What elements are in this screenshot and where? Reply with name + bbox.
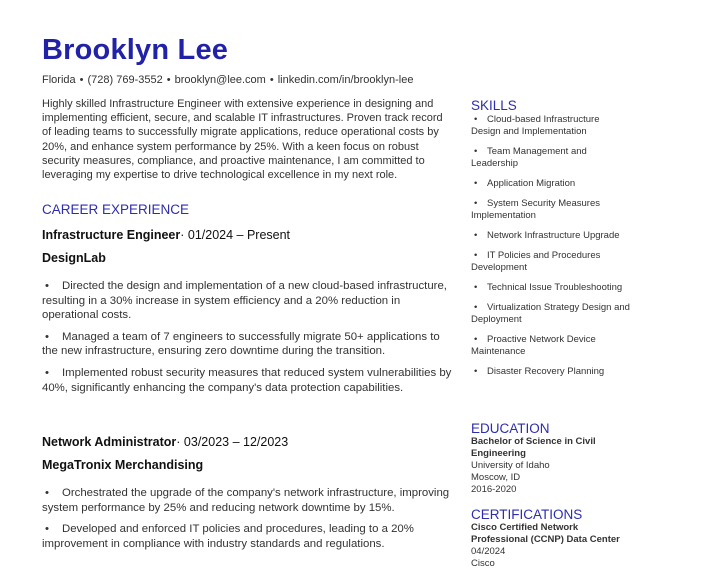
job-header	[42, 435, 457, 449]
certifications-section-title: CERTIFICATIONS	[471, 507, 583, 522]
job-dates: · 03/2023 – 12/2023	[176, 435, 289, 449]
skills-section	[471, 98, 631, 386]
linkedin-link[interactable]: linkedin.com/in/brooklyn-lee	[277, 74, 414, 86]
job-entry	[42, 435, 457, 558]
separator: •	[79, 74, 84, 86]
job-dates: · 01/2024 – Present	[180, 228, 291, 242]
skill-item: • Proactive Network Device Maintenance	[471, 334, 596, 357]
job-bullet: • Developed and enforced IT policies and procedures, leading to a 20% improvement in compliance with industry standards and regulations.	[42, 523, 414, 550]
job-company: MegaTronix Merchandising	[42, 458, 204, 472]
job-bullet: • Orchestrated the upgrade of the company's network infrastructure, improving system performance by 25% and reducing network downtime by 15%.	[42, 487, 450, 514]
job-header	[42, 228, 457, 242]
contact-line	[42, 74, 413, 86]
career-section-title: CAREER EXPERIENCE	[42, 202, 190, 217]
job-entry	[42, 228, 457, 402]
education-section	[471, 421, 641, 496]
certification-issuer: Cisco	[471, 558, 495, 569]
skill-item: • Technical Issue Troubleshooting	[474, 282, 623, 293]
skills-list	[471, 114, 631, 378]
skill-item: • Disaster Recovery Planning	[474, 366, 605, 377]
education-section-title: EDUCATION	[471, 421, 550, 436]
skill-item: • Application Migration	[474, 178, 576, 189]
separator: •	[166, 74, 171, 86]
job-company: DesignLab	[42, 251, 106, 265]
education-years: 2016-2020	[471, 484, 517, 495]
certification-name: Cisco Certified Network Professional (CCNP) Data Center	[471, 522, 620, 545]
skills-section-title: SKILLS	[471, 98, 517, 113]
job-bullets	[42, 486, 457, 551]
job-bullet: • Implemented robust security measures that reduced system vulnerabilities by 40%, significantly enhancing the company's data protection capabilities.	[42, 366, 452, 394]
degree: Bachelor of Science in Civil Engineering	[471, 436, 596, 459]
skill-item: • System Security Measures Implementation	[471, 198, 600, 221]
location: Florida	[42, 74, 76, 86]
job-bullet: • Managed a team of 7 engineers to successfully migrate 50+ applications to the new infrastructure, ensuring zero downtime during the transition.	[42, 330, 440, 358]
skill-item: • Team Management and Leadership	[471, 146, 587, 169]
phone: (728) 769-3552	[87, 74, 163, 86]
skill-item: • Network Infrastructure Upgrade	[474, 230, 620, 241]
candidate-name: Brooklyn Lee	[42, 34, 229, 66]
certifications-section	[471, 507, 641, 570]
email-link[interactable]: brooklyn@lee.com	[174, 74, 266, 86]
certification-date: 04/2024	[471, 546, 506, 557]
school-location: Moscow, ID	[471, 472, 521, 483]
school: University of Idaho	[471, 460, 550, 471]
separator: •	[269, 74, 274, 86]
job-bullet: • Directed the design and implementation of a new cloud-based infrastructure, resulting in a 30% increase in system efficiency and a 20% reduction in operational costs.	[42, 280, 447, 322]
skill-item: • Virtualization Strategy Design and Deployment	[471, 302, 630, 325]
job-role: Infrastructure Engineer	[42, 228, 181, 242]
skill-item: • IT Policies and Procedures Development	[471, 250, 601, 273]
job-bullets	[42, 279, 457, 395]
summary: Highly skilled Infrastructure Engineer with extensive experience in designing and implementing efficient, secure, and scalable IT infrastructures. Proven track record of leading teams to successfully migrate applications, reduce operational costs by 20%, and enhance system performance by 25%. With a keen focus on robust security measures, compliance, and proactive maintenance, I am committed to leveraging my expertise to drive technological excellence in my next role.	[42, 98, 443, 182]
job-role: Network Administrator	[42, 435, 177, 449]
skill-item: • Cloud-based Infrastructure Design and Implementation	[471, 114, 600, 137]
